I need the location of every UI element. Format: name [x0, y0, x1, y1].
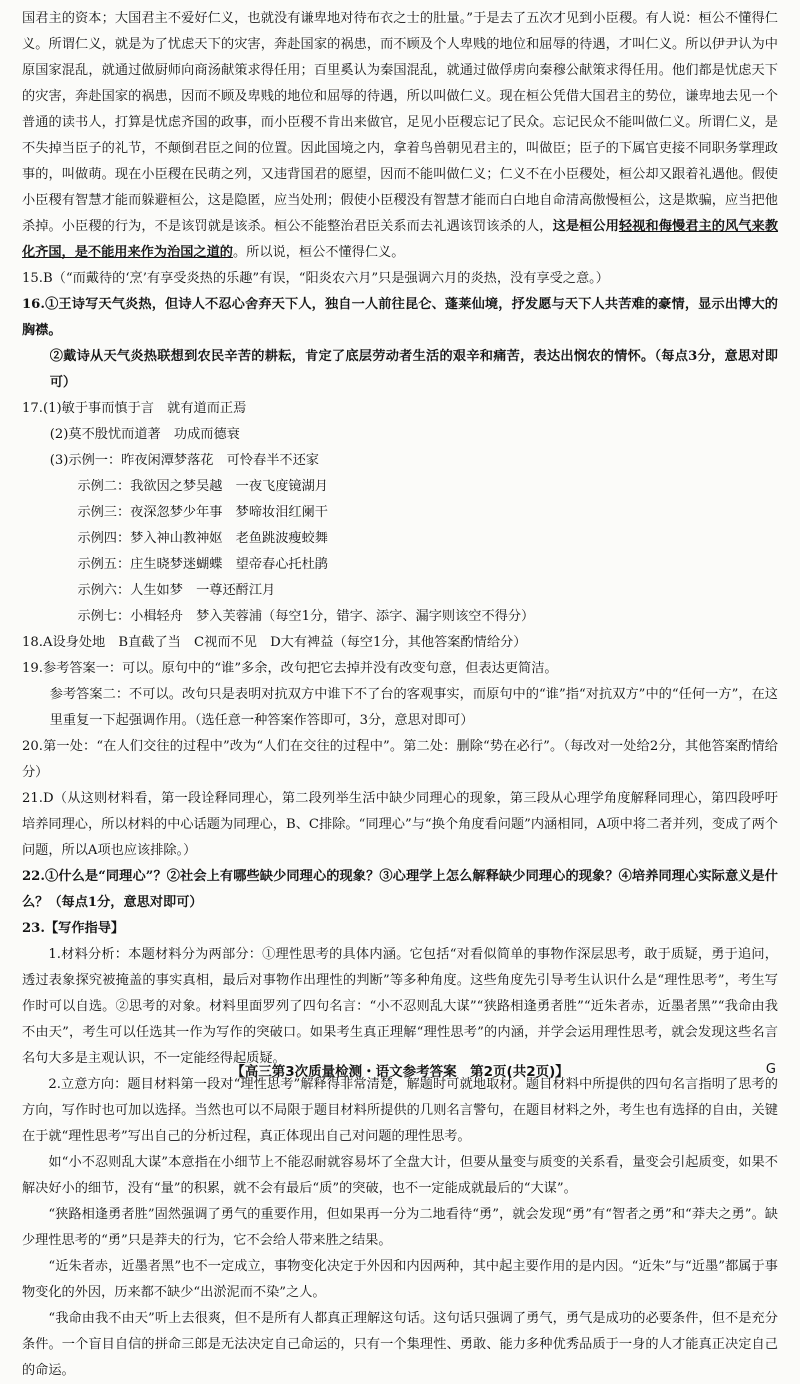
- answer-17-example: 示例五：庄生晓梦迷蝴蝶 望帝春心托杜鹃: [77, 557, 328, 572]
- writing-guide-paragraph: “狭路相逢勇者胜”固然强调了勇气的重要作用，但如果再一分为二地看待“勇”，就会发现“勇”有“智者之勇”和“莽夫之勇”。缺少理性思考的“勇”只是莽夫的行为，它不会给人带来胜之结果。: [22, 1207, 778, 1248]
- answer-17-example: 示例二：我欲因之梦吴越 一夜飞度镜湖月: [77, 479, 328, 494]
- answer-16-part2: ②戴诗从天气炎热联想到农民辛苦的耕耘，肯定了底层劳动者生活的艰辛和痛苦，表达出悯农的情怀。（每点3分，意思对即可）: [49, 349, 778, 390]
- version-mark: G: [765, 1062, 776, 1077]
- page-footer: 【高三第3次质量检测・语文参考答案 第2页(共2页)】: [231, 1064, 569, 1080]
- answer-19-option2: 参考答案二：不可以。改句只是表明对抗双方中谁下不了台的客观事实，而原句中的“谁”指“对抗双方”中的“任何一方”，在这里重复一下起强调作用。（选任意一种答案作答即可，3分，意思对即可）: [49, 687, 778, 728]
- answer-17-example: 示例三：夜深忽梦少年事 梦啼妆泪红阑干: [77, 505, 328, 520]
- translation-underlined: 轻视和侮慢君主的风气来教化齐国，是不能用来作为治国之道的: [22, 219, 779, 260]
- answer-22: 22.①什么是“同理心”？②社会上有哪些缺少同理心的现象？③心理学上怎么解释缺少同理心的现象？④培养同理心实际意义是什么？（每点1分，意思对即可）: [22, 869, 778, 910]
- translation-paragraph: [22, 6, 778, 266]
- answer-23-title: 23.【写作指导】: [22, 921, 125, 936]
- writing-guide-paragraph: “我命由我不由天”听上去很爽，但不是所有人都真正理解这句话。这句话只强调了勇气，勇气是成功的必要条件，但不是充分条件。一个盲目自信的拼命三郎是无法决定自己命运的，只有一个集理性、勇敢、能力多种优秀品质于一身的人才能真正决定自己的命运。: [22, 1311, 778, 1378]
- answer-17-example: 示例七：小楫轻舟 梦入芙蓉浦（每空1分，错字、添字、漏字则该空不得分）: [77, 609, 535, 624]
- answer-17-line3: (3)示例一：昨夜闲潭梦落花 可怜春半不还家: [49, 453, 319, 468]
- answer-19-option1: 19.参考答案一：可以。原句中的“谁”多余，改句把它去掉并没有改变句意，但表达更简洁。: [22, 661, 558, 676]
- writing-guide-paragraph: 2.立意方向：题目材料第一段对“理性思考”解释得非常清楚，解题时可就地取材。题目材料中所提供的四句名言指明了思考的方向，写作时也可加以选择。当然也可以不局限于题目材料所提供的几则名言警句，在题目材料之外，考生也有选择的自由，关键在于就“理性思考”写出自己的分析过程，真正体现出自己对问题的理性思考。: [22, 1077, 778, 1144]
- translation-text: 国君主的资本；大国君主不爱好仁义，也就没有谦卑地对待布衣之士的肚量。”于是去了五次才见到小臣稷。有人说：桓公不懂得仁义。所谓仁义，就是为了忧虑天下的灾害，奔赴国家的祸患，而不顾及个人卑贱的地位和屈辱的待遇，才叫仁义。所以伊尹认为中原国家混乱，就通过做厨师向商汤献策求得任用；百里奚认为秦国混乱，就通过做俘虏向秦穆公献策求得任用。他们都是忧虑天下的灾害，奔赴国家的祸患，因而不顾及卑贱的地位和屈辱的待遇，所以叫做仁义。现在桓公凭借大国君主的势位，谦卑地去见一个普通的读书人，打算是忧虑齐国的政事，而小臣稷不肯出来做官，足见小臣稷忘记了民众。忘记民众不能叫做仁义。所谓仁义，是不失掉当臣子的礼节，不颠倒君臣之间的位置。因此国境之内，拿着鸟兽朝见君主的，叫做臣；臣子的下属官吏接不同职务掌理政事的，叫做萌。现在小臣稷在民萌之列，又违背国君的愿望，因而不能叫做仁义；仁义不在小臣稷处，桓公却又跟着礼遇他。假使小臣稷有智慧才能而躲避桓公，这是隐匿，应当处刑；假使小臣稷没有智慧才能而白白地自命清高傲慢桓公，这是欺骗，应当把他杀掉。小臣稷的行为，不是该罚就是该杀。桓公不能整治君臣关系而去礼遇该罚该杀的人，: [22, 11, 778, 234]
- answer-15: 15.B（“而戴待的‘烹’有享受炎热的乐趣”有误，“阳炎农六月”只是强调六月的炎热，没有享受之意。）: [22, 271, 609, 286]
- writing-guide-paragraph: “近朱者赤，近墨者黑”也不一定成立，事物变化决定于外因和内因两种，其中起主要作用的是内因。“近朱”与“近墨”都属于事物变化的外因，历来都不缺少“出淤泥而不染”之人。: [22, 1259, 778, 1300]
- answer-18: 18.A设身处地 B直截了当 C视而不见 D大有裨益（每空1分，其他答案酌情给分）: [22, 635, 527, 650]
- answer-21: 21.D（从这则材料看，第一段诠释同理心，第二段列举生活中缺少同理心的现象，第三段从心理学角度解释同理心，第四段呼吁培养同理心，所以材料的中心话题为同理心，B、C排除。“同理心”与“换个角度看问题”内涵相同，A项中将二者并列，变成了两个问题，所以A项也应该排除。）: [22, 791, 778, 858]
- answer-20: 20.第一处：“在人们交往的过程中”改为“人们在交往的过程中”。第二处：删除“势在必行”。（每改对一处给2分，其他答案酌情给分）: [22, 739, 778, 780]
- writing-guide-paragraph: 1.材料分析：本题材料分为两部分：①理性思考的具体内涵。它包括“对看似简单的事物作深层思考，敢于质疑，勇于追问，透过表象探究被掩盖的事实真相，最后对事物作出理性的判断”等多种角度。这些角度先引导考生认识什么是“理性思考”，考生写作时可以自选。②思考的对象。材料里面罗列了四句名言：“小不忍则乱大谋”“狭路相逢勇者胜”“近朱者赤，近墨者黑”“我命由我不由天”，考生可以任选其一作为写作的突破口。如果考生真正理解“理性思考”的内涵，并学会运用理性思考，就会发现这些名言名句大多是主观认识，不一定能经得起质疑。: [22, 947, 778, 1066]
- answer-17-example: 示例四：梦入神山教神妪 老鱼跳波瘦蛟舞: [77, 531, 328, 546]
- translation-emphasis: 这是桓公用: [552, 219, 619, 234]
- writing-guide-paragraph: 如“小不忍则乱大谋”本意指在小细节上不能忍耐就容易坏了全盘大计，但要从量变与质变的关系看，量变会引起质变，如果不解决好小的细节，没有“量”的积累，就不会有最后“质”的突破，也不一定能成就最后的“大谋”。: [22, 1155, 778, 1196]
- answer-16-part1: 16.①王诗写天气炎热，但诗人不忍心舍弃天下人，独自一人前往昆仑、蓬莱仙境，抒发愿与天下人共苦难的豪情，显示出博大的胸襟。: [22, 297, 778, 338]
- answer-17-line1: 17.(1)敏于事而慎于言 就有道而正焉: [22, 401, 247, 416]
- answer-17-example: 示例六：人生如梦 一尊还酹江月: [77, 583, 276, 598]
- answer-17-line2: (2)莫不殷忧而道著 功成而德衰: [49, 427, 240, 442]
- translation-end: 。所以说，桓公不懂得仁义。: [233, 245, 405, 260]
